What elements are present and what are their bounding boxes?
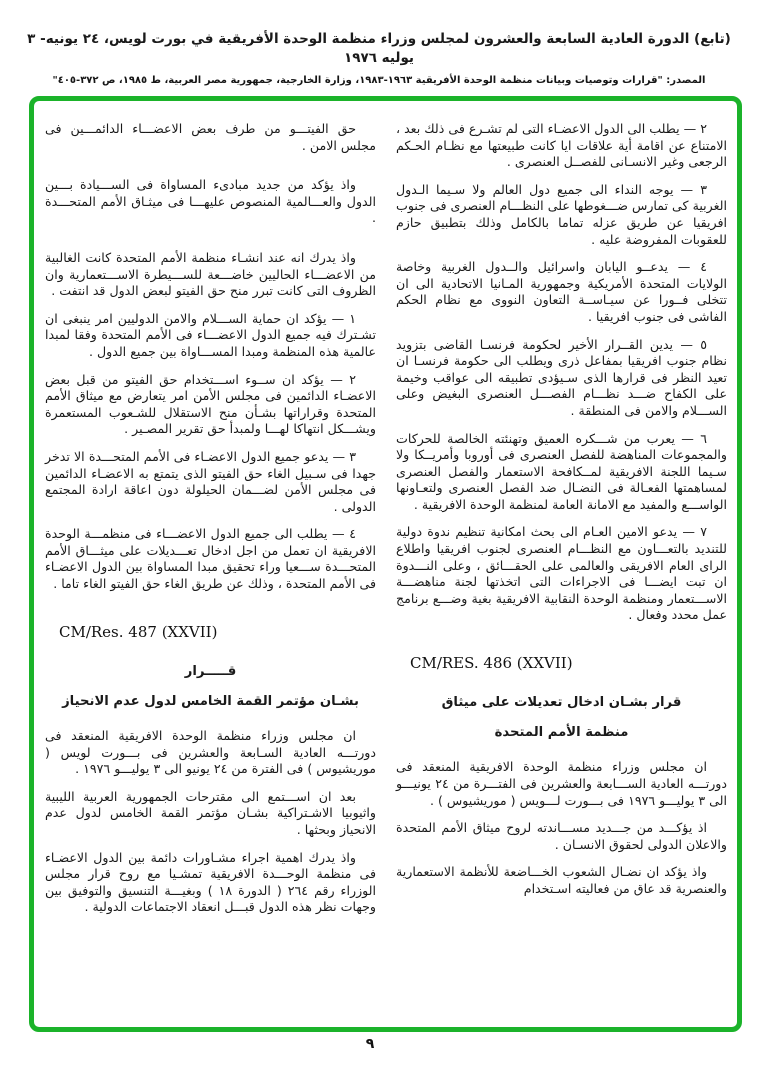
paragraph: حق الفيتـــو من طرف بعض الاعضـــاء الدائمـــين فى مجلس الامن . [45, 121, 376, 153]
paragraph: اذ يؤكـــد من جـــديد مســـاندته لروح ميثاق الأمم المتحدة والاعلان الدولى لحقوق الانسـان . [396, 820, 727, 852]
paragraph: واذ يدرك انه عند انشـاء منظمة الأمم المتحدة كانت الغالبية من الاعضـــاء الحاليين خاضـــعة للســـيطرة الاســـتعمارية وان الظروف التى كانت تبرر منح حق الفيتو لبعض الدول قد انتفت . [45, 249, 376, 299]
paragraph: ٣ — يدعو جميع الدول الاعضـاء فى الأمم المتحـــدة الا تدخر جهدا فى سـبيل الغاء حق الفيتو الذى يتمتع به الاعضـاء الدائمين فى مجلس الأمن لضـــمان الحيلولة دون اعاقة ارادة المجتمع الدولى . [45, 448, 376, 514]
right-column [396, 121, 727, 1019]
resolution-title-line: قـــــرار [184, 663, 237, 679]
page-number: ٩ [365, 1036, 375, 1052]
paragraph: واذ يدرك اهمية اجراء مشـاورات دائمة بين الدول الاعضـاء فى منظمة الوحـــدة الافريقية تمشـيا مع روح قرار مجلس الوزراء رقم ٢٦٤ ( الدورة ١٨ ) وبغيـــة التنسيق والتوفيق بين وجهات نظر هذه الدول قبـــل انعقاد الاجتماعات الدولية . [45, 849, 376, 915]
session-title: (تابع) الدورة العادية السابعة والعشرون لمجلس وزراء منظمة الوحدة الأفريقية في بورت لويس، ٢٤ يونيه- ٣ يوليه ١٩٧٦ [27, 31, 731, 66]
document-header [0, 0, 758, 86]
paragraph: ٧ — يدعو الامين العـام الى بحث امكانية تنظيم ندوة دولية للتنديد بالتعـــاون مع النظـــام العنصرى لجنوب افريقيا واطلاع الراى العام الافريقى والعالمى على الحقـــائق ، وعلى النـــدوة ان تبت ايضـــا فى الاجراءات التى اتخذتها لجنة مناهضـــة الاســـتعمار ومنظمة الوحدة النقابية الافريقية بغية وضـــع برنامج عمل محدد وفعال . [396, 524, 727, 623]
source-citation: المصدر: "قرارات وتوصيات وبيانات منظمة الوحدة الأفريقية ١٩٦٣-١٩٨٣، وزارة الخارجية، جمهورية مصر العربية، ط ١٩٨٥، ص ٣٧٢-٤٠٥" [52, 74, 706, 86]
paragraph: ٦ — يعرب من شـــكره العميق وتهنئته الخالصة للحركات والمجموعات المناهضة للفصل العنصرى فى أوروبا وأمريــكا ولا سـيما اللجنة الافريقية لمــكافحة الاستعمار والفصل العنصرى لمساهمتها الفعـالة فى النضـال ضد الفصل العنصرى ولتعـاونها الواســـع والمفيد مع الامانة العامة لمنظمة الوحدة الافريقية . [396, 430, 727, 512]
left-column [45, 121, 376, 1019]
two-column-layout [44, 121, 727, 1019]
paragraph: ٤ — يطلب الى جميع الدول الاعضـــاء فى منظمـــة الوحدة الافريقية ان تعمل من اجل ادخال تعـــديلات على ميثـــاق الأمم المتحـــدة ســـعيا وراء تحقيق مبدا المساواة بين الدول الاعضـاء فى الأمم المتحدة ، وذلك عن طريق الغاء حق الفيتو الغاء تاما . [45, 526, 376, 592]
paragraph: ٢ — يطلب الى الدول الاعضـاء التى لم تشـرع فى ذلك بعد ، الامتناع عن اقامة أية علاقات ايا كانت طبيعتها مع نظـام الحـكم الرجعى وغير الانسـانى للفصــل العنصرى . [396, 121, 727, 170]
paragraph: ٣ — يوجه النداء الى جميع دول العالم ولا سـيما الـدول الغربية كى تمارس ضـــغوطها على النظـــام العنصرى فى جنوب افريقيا عن طريق عزله تماما بالكامل وذلك بتطبيق حازم للعقوبات المفروضة عليه . [396, 181, 727, 247]
resolution-title [396, 694, 727, 741]
resolution-number-label: CM/RES. 486 (XXVII) [410, 654, 573, 673]
resolution-title-line: منظمة الأمم المتحدة [494, 725, 629, 741]
paragraph: ٥ — يدين القــرار الأخير لحكومة فرنسـا القاضى بتزويد نظام جنوب افريقيا بمفاعل ذرى ويطلب الى حكومة فرنسـا ان تعيد النظر فى قرارها الذى سـيؤدى تطبيقه الى عواقب وخيمة على الكفاح ضـــد نظـــام الفصـــل العنصرى البغيض وعلى الســـلام والامن فى المنطقة . [396, 336, 727, 418]
paragraph: ان مجلس وزراء منظمة الوحدة الافريقية المنعقد فى دورتـــه العادية السـابعة والعشرين فى بـــورت لويس ( موريشيوس ) فى الفترة من ٢٤ يونيو الى ٣ يوليـــو ١٩٧٦ . [45, 727, 376, 777]
paragraph: بعد ان اســـتمع الى مقترحات الجمهورية العربية الليبية واثيوبيا الاشـتراكية بشـان مؤتمر القمة الخامس لدول عدم الانحياز وبحثها . [45, 788, 376, 837]
paragraph: ٤ — يدعــو اليابان واسرائيل والــدول الغربية وخاصة الولايات المتحدة الأمريكية وجمهورية المـانيا الاتحادية الى ان تتخلى فــورا عن سيـاســة التعاون النووى مع نظام الحكم الفاشى فى جنوب افريقيا . [396, 259, 727, 324]
resolution-title-line: قرار بشـان ادخال تعديلات على ميثاق [441, 695, 682, 711]
paragraph: ان مجلس وزراء منظمة الوحدة الافريقية المنعقد فى دورتـــه العادية الســـابعة والعشرين فى الفتـــرة من ٢٤ يونيـــو الى ٣ يوليـــو ١٩٧٦ فى بـــورت لـــويس ( موريشيوس ) . [396, 759, 727, 808]
paragraph: ٢ — يؤكد ان ســوء اســـتخدام حق الفيتو من قبل بعض الاعضـاء الدائمين فى مجلس الأمن امر يتعارض مع ميثاق الأمم المتحدة وقراراتها بشـأن منح الاستقلال للشـعوب المستعمرة ويشـــكل انتهاكا لهـــا ولمبدأ حق تقرير المصـير . [45, 371, 376, 437]
resolution-title [45, 663, 376, 710]
paragraph: ١ — يؤكد ان حماية الســـلام والامن الدوليين امر ينبغى ان تشـترك فيه جميع الدول الاعضـــاء فى الأمم المتحدة وفقا لمبدا عالمية هذه المنظمة ومبدا المســـاواة بين جميع الدول . [45, 310, 376, 359]
paragraph: واذ يؤكد ان نضـال الشعوب الخـــاضعة للأنظمة الاستعمارية والعنصرية قد عاق من فعاليته اسـتخدام [396, 864, 727, 896]
resolution-title-line: بشـان مؤتمر القمة الخامس لدول عدم الانحياز [62, 693, 359, 709]
paragraph: واذ يؤكد من جديد مبادىء المساواة فى الســـيادة بـــين الدول والعـــالمية المنصوص عليهـــا فى ميثـاق الأمم المتحـــدة . [45, 177, 376, 226]
resolution-number-label: CM/Res. 487 (XXVII) [59, 622, 218, 641]
green-border-content-box [29, 96, 742, 1032]
